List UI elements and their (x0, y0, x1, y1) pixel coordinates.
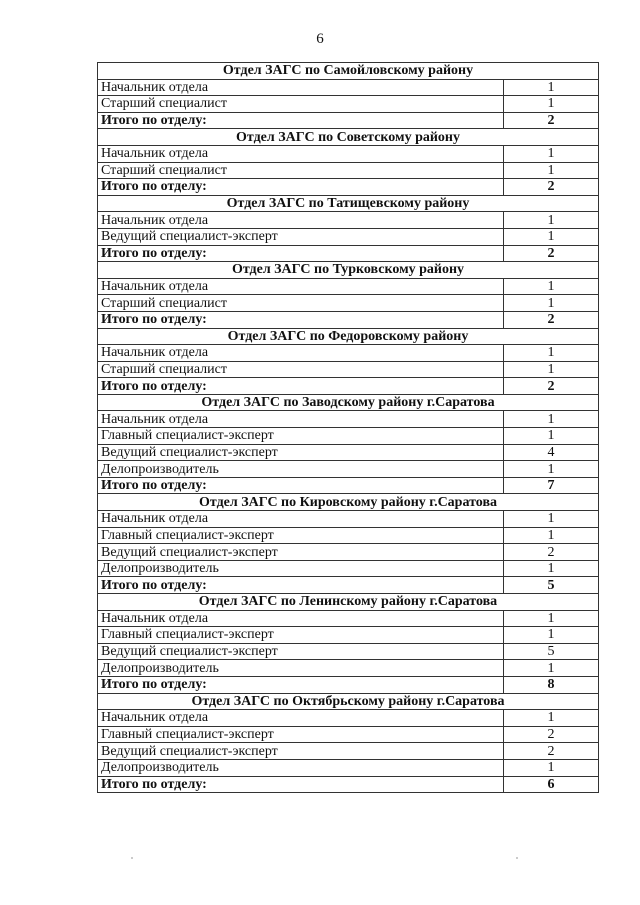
position-name: Делопроизводитель (98, 461, 504, 478)
table-row (98, 96, 599, 113)
department-title: Отдел ЗАГС по Кировскому району г.Саратова (98, 494, 599, 511)
position-count: 1 (504, 428, 599, 445)
position-count: 2 (504, 544, 599, 561)
department-title: Отдел ЗАГС по Федоровскому району (98, 328, 599, 345)
total-label: Итого по отделу: (98, 776, 504, 793)
total-label: Итого по отделу: (98, 378, 504, 395)
position-count: 1 (504, 710, 599, 727)
total-count: 2 (504, 311, 599, 328)
position-count: 1 (504, 79, 599, 96)
position-count: 1 (504, 361, 599, 378)
table-row (98, 710, 599, 727)
staffing-table (97, 62, 599, 793)
position-count: 1 (504, 527, 599, 544)
table-row (98, 345, 599, 362)
department-header-row (98, 129, 599, 146)
position-count: 1 (504, 660, 599, 677)
position-count: 1 (504, 627, 599, 644)
position-count: 1 (504, 228, 599, 245)
position-name: Старший специалист (98, 96, 504, 113)
table-row (98, 560, 599, 577)
position-count: 1 (504, 461, 599, 478)
table-row (98, 212, 599, 229)
table-row (98, 295, 599, 312)
position-count: 1 (504, 511, 599, 528)
position-count: 1 (504, 96, 599, 113)
position-name: Начальник отдела (98, 278, 504, 295)
position-count: 1 (504, 560, 599, 577)
position-name: Начальник отдела (98, 610, 504, 627)
total-label: Итого по отделу: (98, 179, 504, 196)
total-count: 2 (504, 245, 599, 262)
department-header-row (98, 693, 599, 710)
total-label: Итого по отделу: (98, 676, 504, 693)
position-name: Ведущий специалист-эксперт (98, 544, 504, 561)
department-total-row (98, 477, 599, 494)
position-name: Главный специалист-эксперт (98, 428, 504, 445)
table-row (98, 278, 599, 295)
total-count: 2 (504, 179, 599, 196)
table-row (98, 461, 599, 478)
table-row (98, 162, 599, 179)
table-row (98, 527, 599, 544)
position-name: Главный специалист-эксперт (98, 627, 504, 644)
total-count: 7 (504, 477, 599, 494)
position-name: Делопроизводитель (98, 759, 504, 776)
position-count: 5 (504, 643, 599, 660)
total-count: 5 (504, 577, 599, 594)
table-row (98, 544, 599, 561)
department-header-row (98, 328, 599, 345)
department-total-row (98, 112, 599, 129)
position-name: Старший специалист (98, 162, 504, 179)
table-row (98, 228, 599, 245)
position-name: Начальник отдела (98, 79, 504, 96)
table-row (98, 411, 599, 428)
position-name: Начальник отдела (98, 212, 504, 229)
position-name: Делопроизводитель (98, 560, 504, 577)
page-number: 6 (316, 31, 324, 47)
position-count: 1 (504, 759, 599, 776)
position-name: Старший специалист (98, 361, 504, 378)
position-name: Начальник отдела (98, 411, 504, 428)
table-row (98, 660, 599, 677)
total-count: 6 (504, 776, 599, 793)
department-header-row (98, 594, 599, 611)
department-total-row (98, 245, 599, 262)
table-row (98, 643, 599, 660)
department-header-row (98, 63, 599, 80)
table-row (98, 79, 599, 96)
department-header-row (98, 494, 599, 511)
table-row (98, 428, 599, 445)
position-name: Ведущий специалист-эксперт (98, 228, 504, 245)
table-row (98, 627, 599, 644)
total-label: Итого по отделу: (98, 577, 504, 594)
department-total-row (98, 676, 599, 693)
total-count: 2 (504, 378, 599, 395)
department-header-row (98, 394, 599, 411)
department-title: Отдел ЗАГС по Турковскому району (98, 262, 599, 279)
position-name: Главный специалист-эксперт (98, 527, 504, 544)
position-count: 1 (504, 162, 599, 179)
position-name: Ведущий специалист-эксперт (98, 743, 504, 760)
total-label: Итого по отделу: (98, 245, 504, 262)
position-count: 4 (504, 444, 599, 461)
position-count: 1 (504, 278, 599, 295)
position-count: 1 (504, 345, 599, 362)
table-row (98, 759, 599, 776)
position-name: Ведущий специалист-эксперт (98, 444, 504, 461)
position-name: Начальник отдела (98, 511, 504, 528)
position-count: 2 (504, 726, 599, 743)
scan-speck (516, 857, 518, 859)
staffing-table-body (98, 63, 599, 793)
table-row (98, 361, 599, 378)
department-title: Отдел ЗАГС по Заводскому району г.Саратова (98, 394, 599, 411)
department-header-row (98, 195, 599, 212)
department-total-row (98, 577, 599, 594)
department-title: Отдел ЗАГС по Октябрьскому району г.Саратова (98, 693, 599, 710)
table-row (98, 444, 599, 461)
position-count: 1 (504, 145, 599, 162)
position-name: Ведущий специалист-эксперт (98, 643, 504, 660)
position-count: 1 (504, 610, 599, 627)
position-name: Главный специалист-эксперт (98, 726, 504, 743)
position-count: 2 (504, 743, 599, 760)
total-count: 8 (504, 676, 599, 693)
position-count: 1 (504, 212, 599, 229)
scan-speck (131, 857, 133, 859)
position-name: Старший специалист (98, 295, 504, 312)
position-name: Начальник отдела (98, 710, 504, 727)
table-row (98, 145, 599, 162)
total-label: Итого по отделу: (98, 112, 504, 129)
total-count: 2 (504, 112, 599, 129)
total-label: Итого по отделу: (98, 311, 504, 328)
position-count: 1 (504, 295, 599, 312)
department-title: Отдел ЗАГС по Ленинскому району г.Саратова (98, 594, 599, 611)
table-row (98, 511, 599, 528)
department-title: Отдел ЗАГС по Самойловскому району (98, 63, 599, 80)
position-name: Начальник отдела (98, 345, 504, 362)
position-count: 1 (504, 411, 599, 428)
table-row (98, 726, 599, 743)
department-total-row (98, 378, 599, 395)
department-header-row (98, 262, 599, 279)
department-title: Отдел ЗАГС по Советскому району (98, 129, 599, 146)
department-title: Отдел ЗАГС по Татищевскому району (98, 195, 599, 212)
total-label: Итого по отделу: (98, 477, 504, 494)
department-total-row (98, 776, 599, 793)
department-total-row (98, 179, 599, 196)
position-name: Начальник отдела (98, 145, 504, 162)
department-total-row (98, 311, 599, 328)
table-row (98, 743, 599, 760)
table-row (98, 610, 599, 627)
position-name: Делопроизводитель (98, 660, 504, 677)
